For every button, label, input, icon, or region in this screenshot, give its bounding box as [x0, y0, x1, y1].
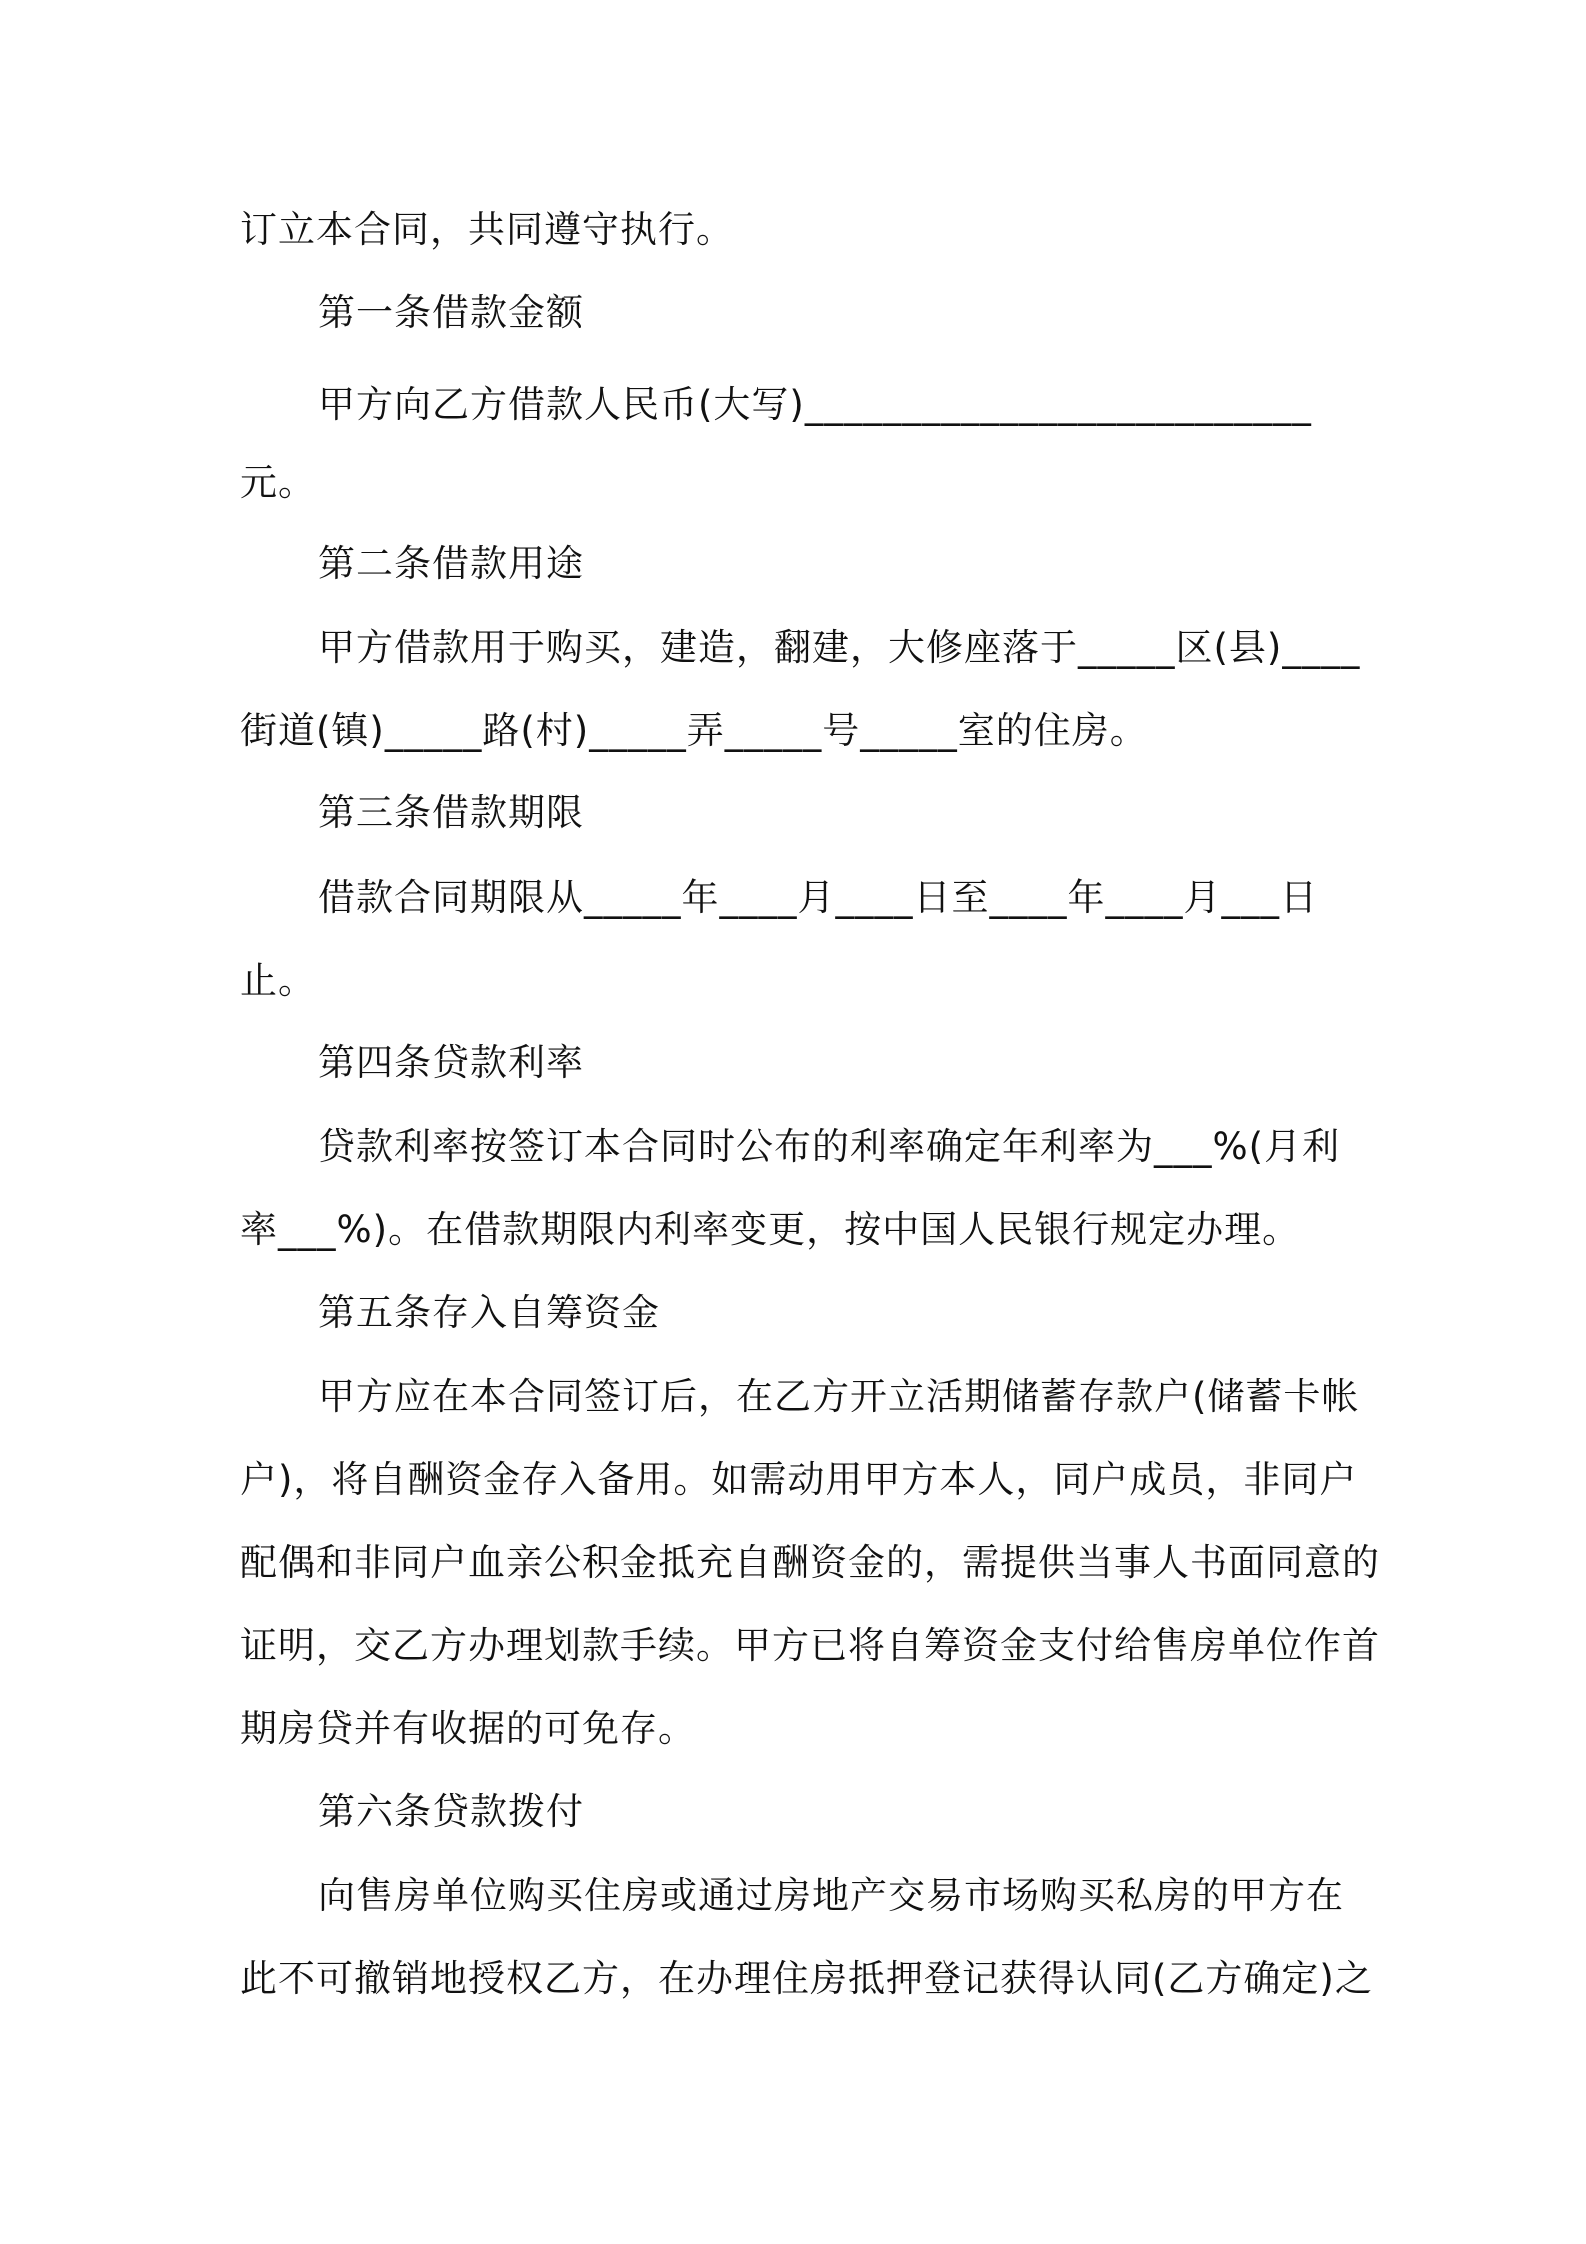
body-text-line: 户)，将自酬资金存入备用。如需动用甲方本人，同户成员，非同户: [240, 1458, 1358, 1501]
body-text-line: 街道(镇)_____路(村)_____弄_____号_____室的住房。: [240, 709, 1148, 752]
article-3-heading: 第三条借款期限: [318, 791, 584, 834]
body-text-line: 率___%)。在借款期限内利率变更，按中国人民银行规定办理。: [240, 1208, 1301, 1251]
article-5-heading: 第五条存入自筹资金: [318, 1291, 660, 1334]
body-text-line: 配偶和非同户血亲公积金抵充自酬资金的，需提供当事人书面同意的: [240, 1541, 1380, 1584]
body-text-line: 甲方向乙方借款人民币(大写)__________________________: [318, 383, 1312, 426]
body-text-line: 证明，交乙方办理划款手续。甲方已将自筹资金支付给售房单位作首: [240, 1624, 1380, 1667]
body-text-line: 借款合同期限从_____年____月____日至____年____月___日: [318, 876, 1318, 919]
article-4-heading: 第四条贷款利率: [318, 1041, 584, 1084]
body-text-line: 元。: [240, 461, 316, 504]
body-text-line: 向售房单位购买住房或通过房地产交易市场购买私房的甲方在: [318, 1874, 1344, 1917]
article-1-heading: 第一条借款金额: [318, 291, 584, 334]
body-text-line: 甲方借款用于购买，建造，翻建，大修座落于_____区(县)____: [318, 626, 1361, 669]
body-text-line: 期房贷并有收据的可免存。: [240, 1707, 696, 1750]
article-2-heading: 第二条借款用途: [318, 542, 584, 585]
article-6-heading: 第六条贷款拨付: [318, 1790, 584, 1833]
body-text-line: 贷款利率按签订本合同时公布的利率确定年利率为___%(月利: [318, 1125, 1341, 1168]
body-text-line: 甲方应在本合同签订后，在乙方开立活期储蓄存款户(储蓄卡帐: [318, 1375, 1360, 1418]
body-text-line: 此不可撤销地授权乙方，在办理住房抵押登记获得认同(乙方确定)之: [240, 1957, 1373, 2000]
body-text-line: 止。: [240, 959, 316, 1002]
body-text-line: 订立本合同，共同遵守执行。: [240, 208, 734, 251]
